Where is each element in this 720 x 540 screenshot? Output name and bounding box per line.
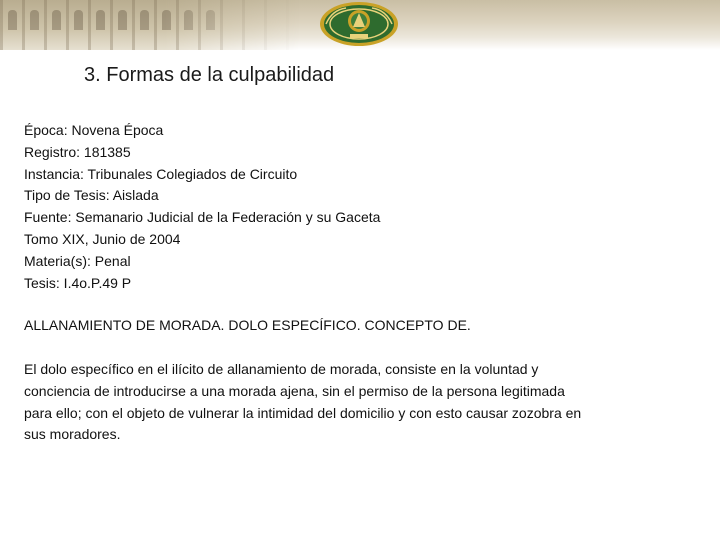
meta-epoca: Época: Novena Época: [24, 122, 164, 138]
body-line: conciencia de introducirse a una morada ajena, sin el permiso de la persona legitimada: [24, 382, 565, 399]
header-banner: [0, 0, 720, 50]
meta-fuente: Fuente: Semanario Judicial de la Federación y su Gaceta: [24, 209, 381, 226]
meta-tomo: Tomo XIX, Junio de 2004: [24, 230, 181, 247]
meta-tesis: Tesis: I.4o.P.49 P: [24, 274, 132, 291]
thesis-metadata: [24, 120, 380, 294]
body-line: sus moradores.: [24, 426, 121, 443]
thesis-heading: ALLANAMIENTO DE MORADA. DOLO ESPECÍFICO. CONCEPTO DE.: [24, 317, 471, 333]
body-line: El dolo específico en el ilícito de allanamiento de morada, consiste en la voluntad y: [24, 361, 539, 377]
building-windows: [8, 10, 238, 40]
building-facade-image: [0, 0, 300, 50]
meta-registro: Registro: 181385: [24, 143, 131, 160]
body-line: para ello; con el objeto de vulnerar la intimidad del domicilio y con esto causar zozobra en: [24, 404, 582, 421]
university-crest-icon: [318, 0, 400, 48]
meta-materia: Materia(s): Penal: [24, 252, 131, 269]
thesis-body: [24, 359, 696, 446]
page-title: 3. Formas de la culpabilidad: [84, 64, 335, 86]
meta-instancia: Instancia: Tribunales Colegiados de Circuito: [24, 165, 298, 182]
meta-tipo-tesis: Tipo de Tesis: Aislada: [24, 187, 159, 204]
